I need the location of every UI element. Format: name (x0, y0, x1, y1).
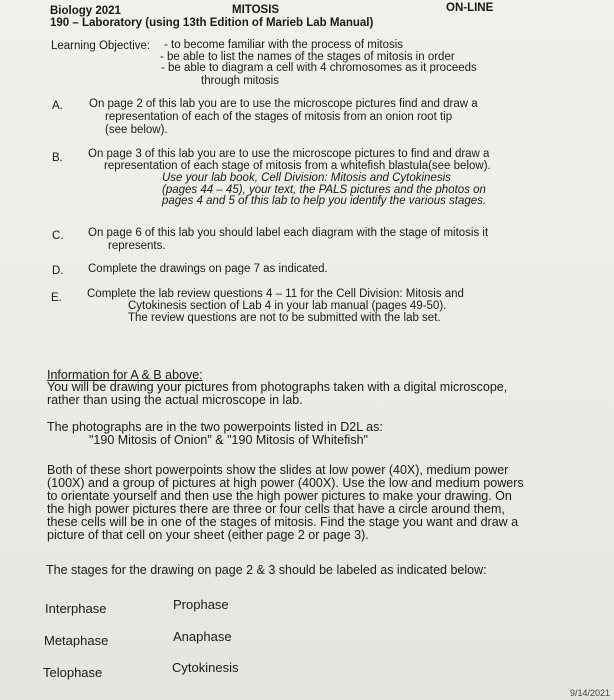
info-p3-line: the high power pictures there are three or four cells that have a circle around them, (47, 502, 505, 516)
task-line: Complete the lab review questions 4 – 11 for the Cell Division: Mitosis and (87, 288, 464, 300)
task-letter: A. (52, 100, 63, 112)
stage-label: Anaphase (173, 629, 232, 644)
info-p1-line: You will be drawing your pictures from photographs taken with a digital microscope, (47, 380, 508, 394)
task-letter: E. (51, 292, 62, 304)
footer-date: 9/14/2021 (569, 688, 610, 698)
info-p1-line: rather than using the actual microscope in lab. (47, 393, 303, 407)
stage-label: Interphase (45, 601, 107, 616)
task-line: Use your lab book, Cell Division: Mitosis and Cytokinesis (162, 172, 451, 184)
task-letter: D. (52, 265, 64, 277)
info-p3-line: (100X) and a group of pictures at high power (400X). Use the low and medium powers (47, 476, 524, 490)
info-p4: The stages for the drawing on page 2 & 3 should be labeled as indicated below: (46, 563, 487, 577)
task-line: representation of each stage of mitosis from a whitefish blastula(see below). (104, 160, 491, 172)
task-line: (pages 44 – 45), your text, the PALS pictures and the photos on (162, 184, 486, 196)
objective-item: - be able to list the names of the stages of mitosis in order (160, 51, 455, 63)
objective-item: - to become familiar with the process of mitosis (164, 39, 404, 51)
objective-label: Learning Objective: (51, 40, 151, 52)
task-line: pages 4 and 5 of this lab to help you identify the various stages. (162, 195, 487, 207)
topic-title: MITOSIS (232, 4, 280, 16)
info-p3-line: picture of that cell on your sheet (either page 2 or page 3). (47, 528, 369, 542)
stage-label: Telophase (43, 665, 103, 680)
task-line: On page 6 of this lab you should label each diagram with the stage of mitosis it (88, 227, 489, 239)
objective-item: - be able to diagram a cell with 4 chromosomes as it proceeds (161, 62, 477, 74)
task-letter: C. (52, 230, 64, 242)
info-p2-line: The photographs are in the two powerpoints listed in D2L as: (47, 420, 383, 434)
task-line: Complete the drawings on page 7 as indicated. (88, 263, 328, 275)
task-line: representation of each of the stages of mitosis from an onion root tip (105, 111, 453, 123)
info-p3-line: to orientate yourself and then use the high power pictures to make your drawing. On (47, 489, 512, 503)
info-heading: Information for A & B above: (47, 368, 203, 382)
task-letter: B. (52, 152, 63, 164)
stage-label: Prophase (173, 597, 229, 612)
info-p3-line: Both of these short powerpoints show the slides at low power (40X), medium power (47, 463, 509, 477)
task-line: The review questions are not to be submitted with the lab set. (128, 312, 441, 324)
info-p3-line: these cells will be in one of the stages of mitosis. Find the stage you want and draw a (47, 515, 519, 529)
task-line: represents. (108, 240, 166, 252)
mode-label: ON-LINE (446, 2, 494, 14)
course-title: Biology 2021 (50, 5, 121, 17)
lab-subtitle: 190 – Laboratory (using 13th Edition of Marieb Lab Manual) (50, 17, 374, 29)
objective-item: through mitosis (201, 75, 279, 87)
task-line: (see below). (105, 124, 168, 136)
task-line: On page 2 of this lab you are to use the microscope pictures find and draw a (89, 98, 478, 110)
stage-label: Metaphase (44, 633, 109, 648)
stage-label: Cytokinesis (172, 660, 239, 675)
task-line: Cytokinesis section of Lab 4 in your lab manual (pages 49-50). (128, 300, 447, 312)
task-line: On page 3 of this lab you are to use the microscope pictures to find and draw a (88, 148, 490, 160)
info-p2-line: "190 Mitosis of Onion" & "190 Mitosis of Whitefish" (89, 433, 368, 447)
